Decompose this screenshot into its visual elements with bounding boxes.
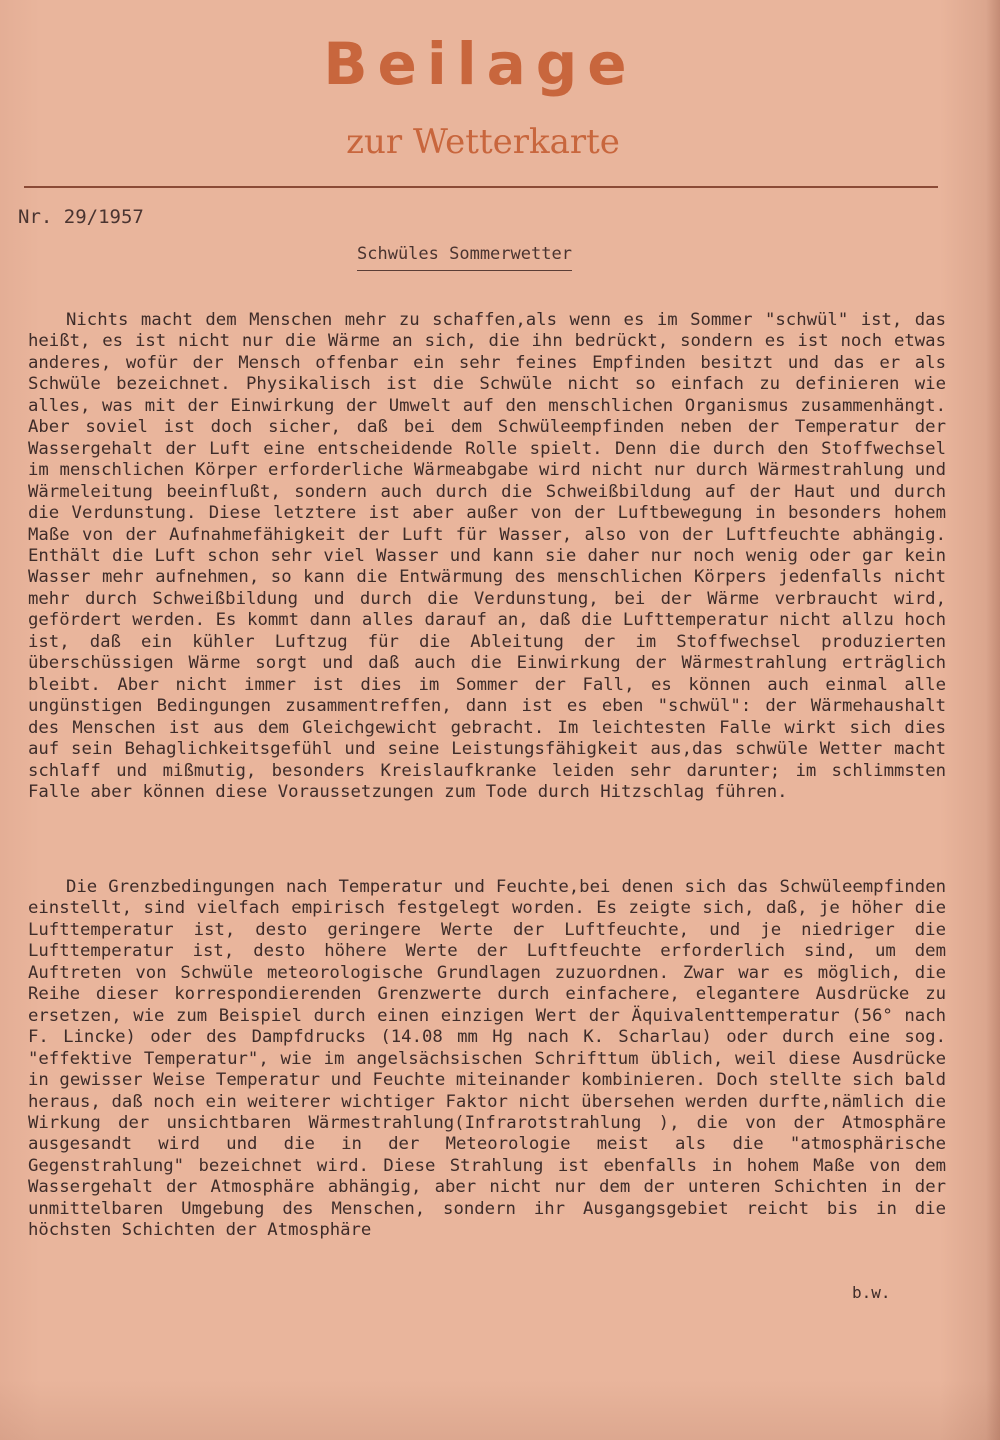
paper-edge: [986, 0, 1000, 1440]
masthead-subtitle: zur Wetterkarte: [346, 122, 620, 162]
continuation-note: b.w.: [852, 1283, 891, 1302]
paragraph-text: Die Grenzbedingungen nach Temperatur und Feuchte,bei denen sich das Schwüleempfinden einstellt, sind vielfach empirisch festgelegt worden. Es zeigte sich, daß, je höher die Lufttemperatur ist, desto geringere Werte der Luftfeuchte, und je niedriger die Lufttemperatur ist, desto höhere Werte der Luftfeuchte erforderlich sind, um dem Auftreten von Schwüle meteorologische Grundlagen zuzuordnen. Zwar war es möglich, die Reihe dieser korrespondierenden Grenzwerte durch einfachere, elegantere Ausdrücke zu ersetzen, wie zum Beispiel durch einen einzigen Wert der Äquivalenttemperatur (56° nach F. Lincke) oder des Dampfdrucks (14.08 mm Hg nach K. Scharlau) oder durch eine sog. "effektive Temperatur", wie im angelsächsischen Schrifttum üblich, weil diese Ausdrücke in gewisser Weise Temperatur und Feuchte miteinander kombinieren. Doch stellte sich bald heraus, daß noch ein weiterer wichtiger Faktor nicht übersehen werden durfte,nämlich die Wirkung der unsichtbaren Wärmestrahlung(Infrarotstrahlung ), die von der Atmosphäre ausgesandt wird und die in der Meteorologie meist als die "atmosphärische Gegenstrahlung" bezeichnet wird. Diese Strahlung ist ebenfalls in hohem Maße von dem Wassergehalt der Atmosphäre abhängig, aber nicht nur dem der unteren Schichten in der unmittelbaren Umgebung des Menschen, sondern ihr Ausgangsgebiet reicht bis in die höchsten Schichten der Atmosphäre: [28, 877, 946, 1241]
article-paragraph-2: [28, 877, 946, 1242]
paragraph-text: Nichts macht dem Menschen mehr zu schaffen,als wenn es im Sommer "schwül" ist, das heißt, es ist nicht nur die Wärme an sich, die ihn bedrückt, sondern es ist noch etwas anderes, wofür der Mensch offenbar ein sehr feines Empfinden besitzt und das er als Schwüle bezeichnet. Physikalisch ist die Schwüle nicht so einfach zu definieren wie alles, was mit der Einwirkung der Umwelt auf den menschlichen Organismus zusammenhängt. Aber soviel ist doch sicher, daß bei dem Schwüleempfinden neben der Temperatur der Wassergehalt der Luft eine entscheidende Rolle spielt. Denn die durch den Stoffwechsel im menschlichen Körper erforderliche Wärmeabgabe wird nicht nur durch Wärmestrahlung und Wärmeleitung beeinflußt, sondern auch durch die Schweißbildung auf der Haut und durch die Verdunstung. Diese letztere ist aber außer von der Luftbewegung in besonders hohem Maße von der Aufnahmefähigkeit der Luft für Wasser, also von der Luftfeuchte abhängig. Enthält die Luft schon sehr viel Wasser und kann sie daher nur noch wenig oder gar kein Wasser mehr aufnehmen, so kann die Entwärmung des menschlichen Körpers jedenfalls nicht mehr durch Schweißbildung und durch die Verdunstung, bei der Wärme verbraucht wird, gefördert werden. Es kommt dann alles darauf an, daß die Lufttemperatur nicht allzu hoch ist, daß ein kühler Luftzug für die Ableitung der im Stoffwechsel produzierten überschüssigen Wärme sorgt und daß auch die Einwirkung der Wärmestrahlung erträglich bleibt. Aber nicht immer ist dies im Sommer der Fall, es können auch einmal alle ungünstigen Bedingungen zusammentreffen, dann ist es eben "schwül": der Wärmehaushalt des Menschen ist aus dem Gleichgewicht gebracht. Im leichtesten Falle wirkt sich dies auf sein Behaglichkeitsgefühl und seine Leistungsfähigkeit aus,das schwüle Wetter macht schlaff und mißmutig, besonders Kreislaufkranke leiden sehr darunter; im schlimmsten Falle aber können diese Voraussetzungen zum Tode durch Hitzschlag führen.: [28, 310, 946, 802]
issue-number: Nr. 29/1957: [18, 206, 144, 228]
header-divider: [24, 186, 938, 188]
article-paragraph-1: [28, 310, 946, 803]
masthead-title: Beilage: [323, 30, 637, 98]
article-title: Schwüles Sommerwetter: [357, 244, 572, 271]
